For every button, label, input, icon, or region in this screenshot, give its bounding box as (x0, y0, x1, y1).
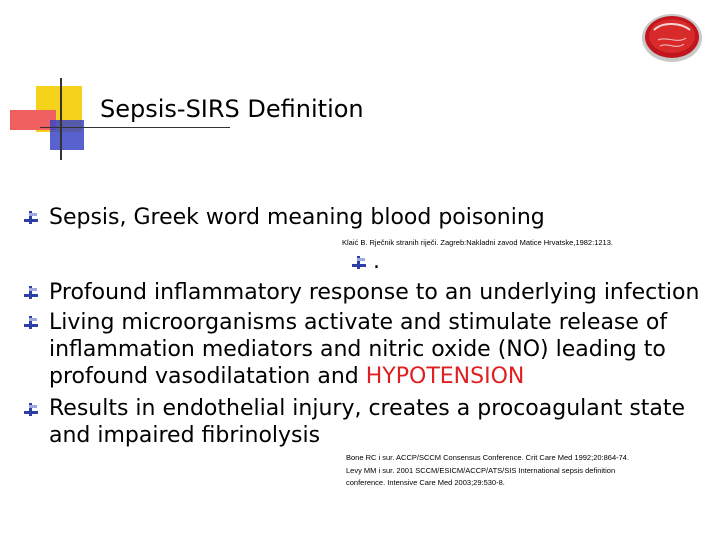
decor-horizontal-line (40, 127, 230, 128)
bullet-text-3-line-3 (49, 364, 524, 390)
square-bullet-icon (24, 285, 39, 300)
bullet-text-3-line-1: Living microorganisms activate and stimulate release of (49, 310, 668, 335)
square-bullet-icon (24, 315, 39, 330)
citation-2-line-2: Levy MM i sur. 2001 SCCM/ESICM/ACCP/ATS/SIS International sepsis definition (346, 466, 616, 475)
bullet-text-4-line-1: Results in endothelial injury, creates a procoagulant state (49, 396, 686, 421)
bullet-text-3-line-3-plain: profound vasodilatation and (49, 364, 366, 389)
bullet-text-1: Sepsis, Greek word meaning blood poisoning (49, 205, 545, 230)
citation-1: Klaić B. Rječnik stranih riječi. Zagreb:Nakladni zavod Matice Hrvatske,1982:1213. (342, 238, 613, 247)
decor-blue-square (50, 120, 84, 150)
bullet-text-4-line-2: and impaired fibrinolysis (49, 423, 321, 448)
petri-dish-image (640, 10, 704, 64)
square-bullet-icon (24, 210, 39, 225)
bullet-text-3-line-2: inflammation mediators and nitric oxide (NO) leading to (49, 337, 666, 362)
square-bullet-icon (352, 255, 367, 270)
slide-title: Sepsis-SIRS Definition (100, 95, 364, 123)
citation-2-line-1: Bone RC i sur. ACCP/SCCM Consensus Conference. Crit Care Med 1992;20:864-74. (346, 453, 630, 462)
bullet-text-2: Profound inflammatory response to an underlying infection (49, 280, 700, 305)
decor-vertical-line (60, 78, 62, 160)
square-bullet-icon (24, 402, 39, 417)
hypotension-emphasis: HYPOTENSION (365, 364, 525, 389)
citation-2-line-3: conference. Intensive Care Med 2003;29:530-8. (346, 478, 505, 487)
sub-bullet-text: . (373, 249, 380, 274)
